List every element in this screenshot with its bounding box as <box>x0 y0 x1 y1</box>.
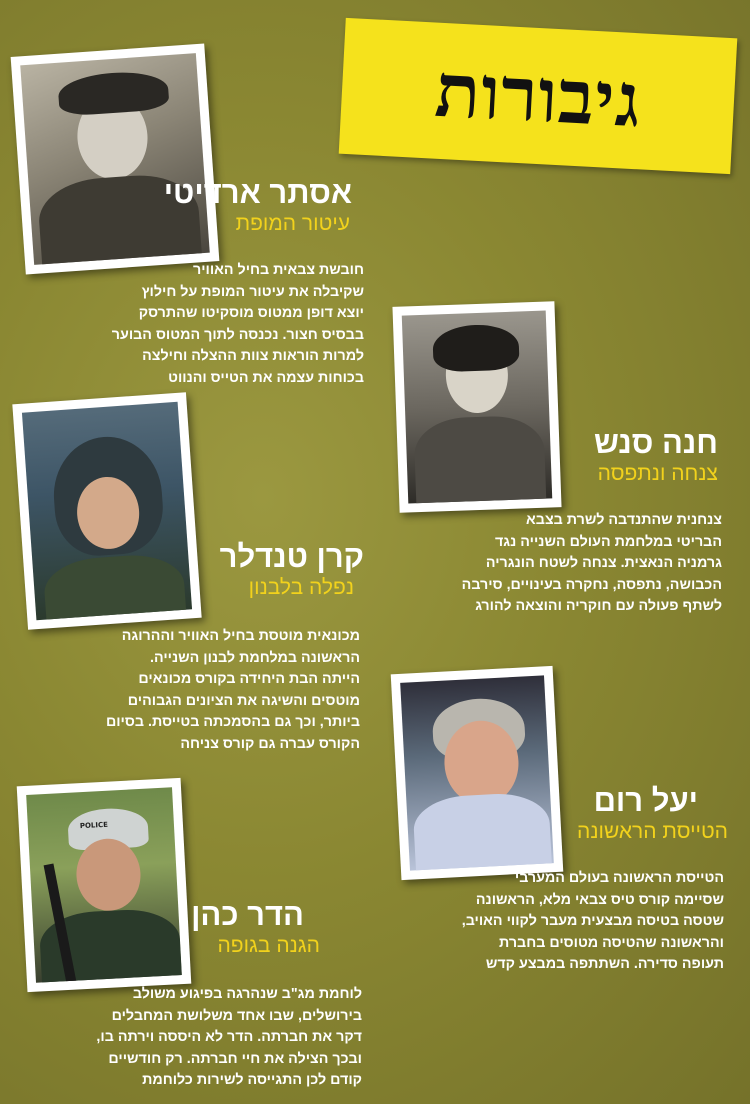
heroine-subtitle-3: נפלה בלבנון <box>248 576 354 599</box>
photo-keren-tendler <box>12 392 201 630</box>
photo-yael-rom <box>391 666 564 880</box>
bio-line: הראשונה במלחמת לבנון השנייה. <box>149 649 360 666</box>
heroine-bio-4 <box>384 868 724 976</box>
bio-line: הקורס עברה גם קורס צניחה <box>180 735 360 752</box>
bio-line: למרות הוראות צוות ההצלה וחילצה <box>142 348 364 364</box>
bio-line: לוחמת מג"ב שנהרגה בפיגוע משולב <box>132 986 362 1002</box>
bio-line: שסיימה קורס טיס צבאי מלא, הראשונה <box>475 891 724 908</box>
heroine-bio-1 <box>34 260 364 389</box>
bio-line: ובכך הצילה את חיי חברתה. רק חודשיים <box>108 1050 362 1067</box>
bio-line: ביותר, וכך גם בהסמכתה בטייסת. בסיום <box>105 714 360 730</box>
cap-label: POLICE <box>79 820 109 831</box>
portrait-image <box>402 311 552 504</box>
heroine-name-3: קרן טנדלר <box>219 539 364 574</box>
bio-line: יוצא דופן ממטוס מוסקיטו שהתרסק <box>138 305 364 321</box>
bio-line: הבריטי במלחמת העולם השנייה נגד <box>494 533 722 550</box>
heroine-subtitle-4: הטייסת הראשונה <box>577 820 728 843</box>
heroine-bio-2 <box>382 510 722 618</box>
heroine-subtitle-2: צנחה ונתפסה <box>597 462 718 485</box>
heroine-bio-3 <box>30 626 360 755</box>
bio-line: הטייסת הראשונה בעולם המערבי <box>514 870 724 886</box>
heroine-name-4: יעל רום <box>593 783 698 818</box>
bio-line: הייתה הבת היחידה בקורס מכונאים <box>138 671 360 687</box>
heroine-subtitle-1: עיטור המופת <box>235 212 350 235</box>
bio-line: חובשת צבאית בחיל האוויר <box>192 262 364 278</box>
portrait-image <box>26 787 182 982</box>
photo-hannah-szenes <box>392 301 561 513</box>
bio-line: תעופה סדירה. השתתפה במבצע קדש <box>485 956 724 972</box>
heroine-name-5: הדר כהן <box>191 897 304 932</box>
bio-line: דקר את חברתה. הדר לא היססה וירתה בו, <box>96 1029 362 1045</box>
bio-line: בכוחות עצמה את הטייס והנווט <box>168 369 364 386</box>
bio-line: קודם לכן התגייסה לשירות כלוחמת <box>142 1072 362 1088</box>
bio-line: שקיבלה את עיטור המופת על חילוץ <box>141 283 364 300</box>
title-banner <box>339 18 738 174</box>
bio-line: מכונאית מוטסת בחיל האוויר וההרוגה <box>121 628 360 644</box>
bio-line: הכבושה, נתפסה, נחקרה בעינויים, סירבה <box>461 576 722 593</box>
photo-hadar-cohen <box>17 778 192 992</box>
photo-esther-arditi <box>11 43 220 274</box>
heroine-subtitle-5: הגנה בגופה <box>217 934 320 957</box>
bio-line: בבסיס חצור. נכנסה לתוך המטוס הבוער <box>111 326 364 343</box>
bio-line: מוטסים והשיגה את הציונים הגבוהים <box>127 692 360 709</box>
portrait-image <box>400 675 554 870</box>
bio-line: והראשונה שהטיסה מטוסים בחברת <box>498 934 724 951</box>
heroine-name-1: אסתר ארדיטי <box>163 175 352 210</box>
heroine-bio-5 <box>32 984 362 1092</box>
portrait-image <box>20 53 210 265</box>
bio-line: לשתף פעולה עם חוקריה והוצאה להורג <box>475 598 722 614</box>
page-title: גיבורות <box>432 47 644 144</box>
heroine-name-2: חנה סנש <box>594 425 718 460</box>
bio-line: צנחנית שהתנדבה לשרת בצבא <box>526 512 722 528</box>
bio-line: גרמניה הנאצית. צנחה לשטח הונגריה <box>485 555 722 571</box>
bio-line: שטסה בטיסה מבצעית מעבר לקווי האויב, <box>461 913 724 929</box>
portrait-image <box>22 402 192 620</box>
bio-line: בירושלים, שבו אחד משלושת המחבלים <box>111 1007 362 1024</box>
